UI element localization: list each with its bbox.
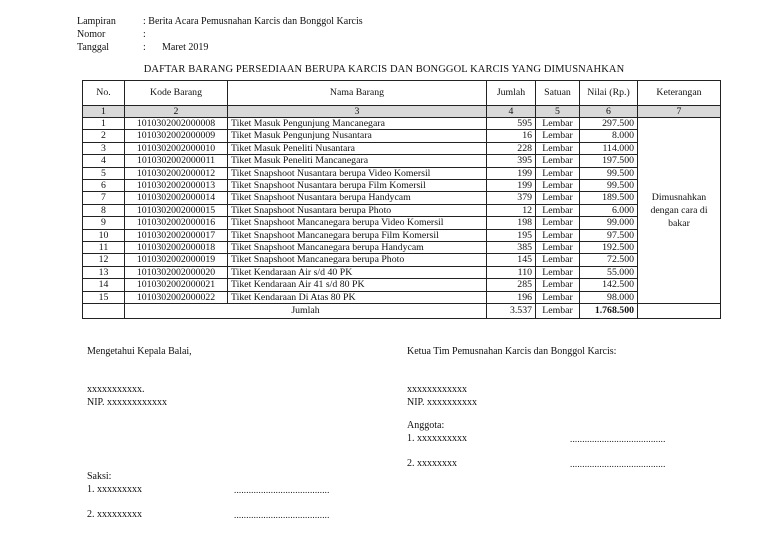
cell-satuan: Lembar [536,155,580,167]
cell-jumlah: 199 [487,167,536,179]
cell-no: 3 [83,142,125,154]
cell-jumlah: 228 [487,142,536,154]
tanggal-label: Tanggal [77,42,110,53]
cell-nilai: 114.000 [580,142,638,154]
anggota-signature-line: ....................................... [570,434,666,444]
tanggal-colon: : [143,42,146,53]
cell-no: 2 [83,130,125,142]
col-number: 7 [638,106,721,118]
col-header-nama: Nama Barang [228,81,487,106]
cell-no: 15 [83,291,125,303]
col-header-jumlah: Jumlah [487,81,536,106]
cell-satuan: Lembar [536,279,580,291]
col-header-kode: Kode Barang [125,81,228,106]
cell-satuan: Lembar [536,167,580,179]
saksi-witness-name: 1. xxxxxxxxx [87,484,142,495]
table-row [83,167,721,179]
cell-jumlah: 595 [487,118,536,130]
cell-satuan: Lembar [536,180,580,192]
cell-no: 1 [83,118,125,130]
right-signer-nip: NIP. xxxxxxxxxx [407,397,478,408]
cell-jumlah: 395 [487,155,536,167]
cell-satuan: Lembar [536,266,580,278]
cell-kode: 1010302002000021 [125,279,228,291]
table-row [83,180,721,192]
cell-satuan: Lembar [536,192,580,204]
total-empty-cell [83,304,125,319]
cell-kode: 1010302002000011 [125,155,228,167]
table-row [83,204,721,216]
table-row [83,279,721,291]
col-number: 5 [536,106,580,118]
saksi-signature-line: ....................................... [234,510,330,520]
total-keterangan-cell [638,304,721,319]
cell-nilai: 6.000 [580,204,638,216]
table-row [83,155,721,167]
cell-satuan: Lembar [536,204,580,216]
cell-kode: 1010302002000022 [125,291,228,303]
cell-nilai: 189.500 [580,192,638,204]
cell-kode: 1010302002000012 [125,167,228,179]
cell-jumlah: 12 [487,204,536,216]
anggota-member-name: 2. xxxxxxxx [407,458,457,469]
table-row [83,217,721,229]
cell-jumlah: 385 [487,242,536,254]
cell-jumlah: 110 [487,266,536,278]
cell-satuan: Lembar [536,142,580,154]
cell-satuan: Lembar [536,242,580,254]
col-number: 6 [580,106,638,118]
col-header-nilai: Nilai (Rp.) [580,81,638,106]
cell-no: 14 [83,279,125,291]
saksi-signature-line: ....................................... [234,485,330,495]
cell-nama: Tiket Kendaraan Di Atas 80 PK [228,291,487,303]
table-row [83,242,721,254]
cell-nilai: 55.000 [580,266,638,278]
cell-no: 13 [83,266,125,278]
cell-kode: 1010302002000016 [125,217,228,229]
cell-nilai: 98.000 [580,291,638,303]
cell-nama: Tiket Kendaraan Air 41 s/d 80 PK [228,279,487,291]
cell-no: 6 [83,180,125,192]
cell-nilai: 142.500 [580,279,638,291]
cell-jumlah: 198 [487,217,536,229]
anggota-signature-line: ....................................... [570,459,666,469]
saksi-label: Saksi: [87,471,112,482]
total-label: Jumlah [125,304,487,319]
left-signer-name: xxxxxxxxxxx. [87,384,145,395]
cell-keterangan: Dimusnahkan dengan cara di bakar [638,118,721,304]
cell-jumlah: 16 [487,130,536,142]
table-row [83,142,721,154]
cell-jumlah: 196 [487,291,536,303]
cell-nama: Tiket Snapshoot Mancanegara berupa Film Komersil [228,229,487,241]
col-header-no: No. [83,81,125,106]
anggota-member-name: 1. xxxxxxxxxx [407,433,467,444]
table-row [83,229,721,241]
cell-kode: 1010302002000019 [125,254,228,266]
cell-kode: 1010302002000009 [125,130,228,142]
left-signer-title: Mengetahui Kepala Balai, [87,346,192,357]
col-number: 3 [228,106,487,118]
cell-no: 10 [83,229,125,241]
cell-nilai: 192.500 [580,242,638,254]
cell-nilai: 297.500 [580,118,638,130]
cell-kode: 1010302002000010 [125,142,228,154]
cell-kode: 1010302002000015 [125,204,228,216]
left-signer-nip: NIP. xxxxxxxxxxxx [87,397,168,408]
document-title: DAFTAR BARANG PERSEDIAAN BERUPA KARCIS DAN BONGGOL KARCIS YANG DIMUSNAHKAN [143,64,625,75]
nomor-value: : [143,29,146,40]
cell-satuan: Lembar [536,291,580,303]
col-header-satuan: Satuan [536,81,580,106]
right-signer-title: Ketua Tim Pemusnahan Karcis dan Bonggol Karcis: [407,346,617,357]
table-row [83,254,721,266]
cell-nama: Tiket Snapshoot Mancanegara berupa Handycam [228,242,487,254]
tanggal-value: Maret 2019 [162,42,209,53]
col-header-keterangan: Keterangan [638,81,721,106]
cell-no: 12 [83,254,125,266]
saksi-witness-name: 2. xxxxxxxxx [87,509,142,520]
cell-satuan: Lembar [536,229,580,241]
cell-jumlah: 199 [487,180,536,192]
cell-nama: Tiket Masuk Pengunjung Nusantara [228,130,487,142]
cell-kode: 1010302002000020 [125,266,228,278]
inventory-table [82,80,721,319]
table-row [83,291,721,303]
total-row [83,304,721,319]
cell-satuan: Lembar [536,118,580,130]
cell-nilai: 99.500 [580,167,638,179]
cell-satuan: Lembar [536,254,580,266]
cell-nilai: 72.500 [580,254,638,266]
table-row [83,266,721,278]
cell-satuan: Lembar [536,130,580,142]
anggota-label: Anggota: [407,420,445,431]
col-number: 1 [83,106,125,118]
cell-nama: Tiket Snapshoot Nusantara berupa Film Komersil [228,180,487,192]
cell-kode: 1010302002000013 [125,180,228,192]
cell-nilai: 99.000 [580,217,638,229]
cell-nama: Tiket Masuk Pengunjung Mancanegara [228,118,487,130]
total-nilai: 1.768.500 [580,304,638,319]
cell-kode: 1010302002000008 [125,118,228,130]
column-number-row [83,106,721,118]
cell-nama: Tiket Snapshoot Nusantara berupa Photo [228,204,487,216]
cell-nama: Tiket Snapshoot Mancanegara berupa Photo [228,254,487,266]
total-satuan: Lembar [536,304,580,319]
cell-nama: Tiket Kendaraan Air s/d 40 PK [228,266,487,278]
table-row [83,192,721,204]
cell-nama: Tiket Snapshoot Nusantara berupa Handycam [228,192,487,204]
right-signer-name: xxxxxxxxxxxx [407,384,467,395]
cell-nama: Tiket Masuk Peneliti Nusantara [228,142,487,154]
table-header-row [83,81,721,106]
cell-no: 11 [83,242,125,254]
cell-jumlah: 145 [487,254,536,266]
cell-nilai: 99.500 [580,180,638,192]
cell-no: 8 [83,204,125,216]
cell-kode: 1010302002000017 [125,229,228,241]
cell-nama: Tiket Masuk Peneliti Mancanegara [228,155,487,167]
cell-no: 4 [83,155,125,167]
lampiran-label: Lampiran [77,16,116,27]
cell-nama: Tiket Snapshoot Mancanegara berupa Video Komersil [228,217,487,229]
cell-nilai: 197.500 [580,155,638,167]
total-jumlah: 3.537 [487,304,536,319]
cell-nilai: 97.500 [580,229,638,241]
table-row [83,130,721,142]
col-number: 2 [125,106,228,118]
nomor-label: Nomor [77,29,106,40]
cell-kode: 1010302002000018 [125,242,228,254]
cell-nama: Tiket Snapshoot Nusantara berupa Video Komersil [228,167,487,179]
lampiran-value: : Berita Acara Pemusnahan Karcis dan Bonggol Karcis [143,16,363,27]
cell-no: 7 [83,192,125,204]
cell-no: 9 [83,217,125,229]
table-row [83,118,721,130]
cell-no: 5 [83,167,125,179]
cell-satuan: Lembar [536,217,580,229]
cell-jumlah: 379 [487,192,536,204]
cell-jumlah: 285 [487,279,536,291]
cell-jumlah: 195 [487,229,536,241]
col-number: 4 [487,106,536,118]
cell-nilai: 8.000 [580,130,638,142]
cell-kode: 1010302002000014 [125,192,228,204]
